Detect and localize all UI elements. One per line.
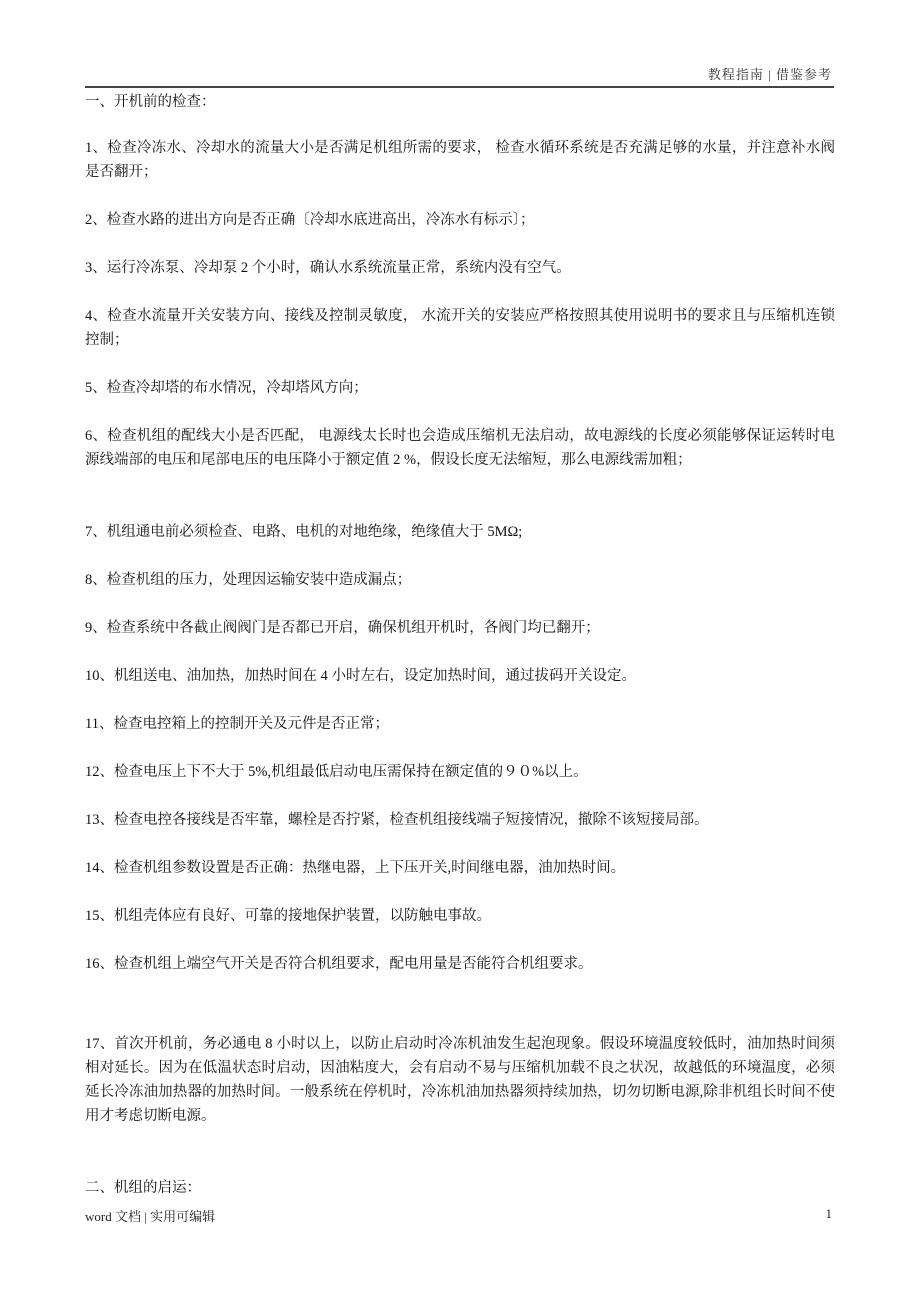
list-item: 9、检查系统中各截止阀阀门是否都已开启，确保机组开机时，各阀门均已翻开； — [85, 620, 600, 636]
footer-text: word 文档 | 实用可编辑 — [85, 1209, 216, 1224]
list-item: 10、机组送电、油加热，加热时间在 4 小时左右，设定加热时间，通过拔码开关设定。 — [85, 668, 636, 684]
list-item: 14、检查机组参数设置是否正确：热继电器，上下压开关,时间继电器，油加热时间。 — [85, 860, 626, 876]
page-header — [85, 62, 834, 88]
list-item: 1、检查冷冻水、冷却水的流量大小是否满足机组所需的要求， 检查水循环系统是否充满足够的水量，并注意补水阀是否翻开； — [85, 140, 835, 180]
list-item: 11、检查电控箱上的控制开关及元件是否正常； — [85, 716, 389, 732]
list-item: 2、检查水路的进出方向是否正确〔冷却水底进高出，冷冻水有标示〕； — [85, 212, 535, 228]
list-item: 13、检查电控各接线是否牢靠，螺栓是否拧紧，检查机组接线端子短接情况，撤除不该短接局部。 — [85, 812, 709, 828]
list-item: 16、检查机组上端空气开关是否符合机组要求，配电用量是否能符合机组要求。 — [85, 956, 593, 972]
list-item: 3、运行冷冻泵、冷却泵 2 个小时，确认水系统流量正常，系统内没有空气。 — [85, 260, 571, 276]
list-item: 12、检查电压上下不大于 5%,机组最低启动电压需保持在额定值的９０%以上。 — [85, 764, 588, 780]
list-item: 17、首次开机前，务必通电 8 小时以上，以防止启动时冷冻机油发生起泡现象。假设环境温度较低时，油加热时间须相对延长。因为在低温状态时启动，因油粘度大，会有启动不易与压缩机加载不良之状况，故越低的环境温度，必须延长冷冻油加热器的加热时间。一般系统在停机时，冷冻机油加热器须持续加热，切勿切断电源,除非机组长时间不使用才考虑切断电源。 — [85, 1036, 835, 1124]
header-text: 教程指南 | 借鉴参考 — [707, 67, 832, 82]
list-item: 5、检查冷却塔的布水情况，冷却塔风方向； — [85, 380, 368, 396]
list-item: 4、检查水流量开关安装方向、接线及控制灵敏度， 水流开关的安装应严格按照其使用说明书的要求且与压缩机连锁控制； — [85, 308, 835, 348]
list-item: 8、检查机组的压力，处理因运输安装中造成漏点； — [85, 572, 412, 588]
section-heading: 一、开机前的检查： — [85, 94, 216, 110]
list-item: 15、机组壳体应有良好、可靠的接地保护装置，以防触电事故。 — [85, 908, 491, 924]
list-item: 6、检查机组的配线大小是否匹配， 电源线太长时也会造成压缩机无法启动，故电源线的长度必须能够保证运转时电源线端部的电压和尾部电压的电压降小于额定值 2 %，假设长度无法缩短，那么电源线需加粗； — [85, 428, 835, 468]
page-number: 1 — [825, 1206, 832, 1221]
section-heading: 二、机组的启运： — [85, 1180, 201, 1196]
list-item: 7、机组通电前必须检查、电路、电机的对地绝缘，绝缘值大于 5MΩ; — [85, 524, 523, 540]
